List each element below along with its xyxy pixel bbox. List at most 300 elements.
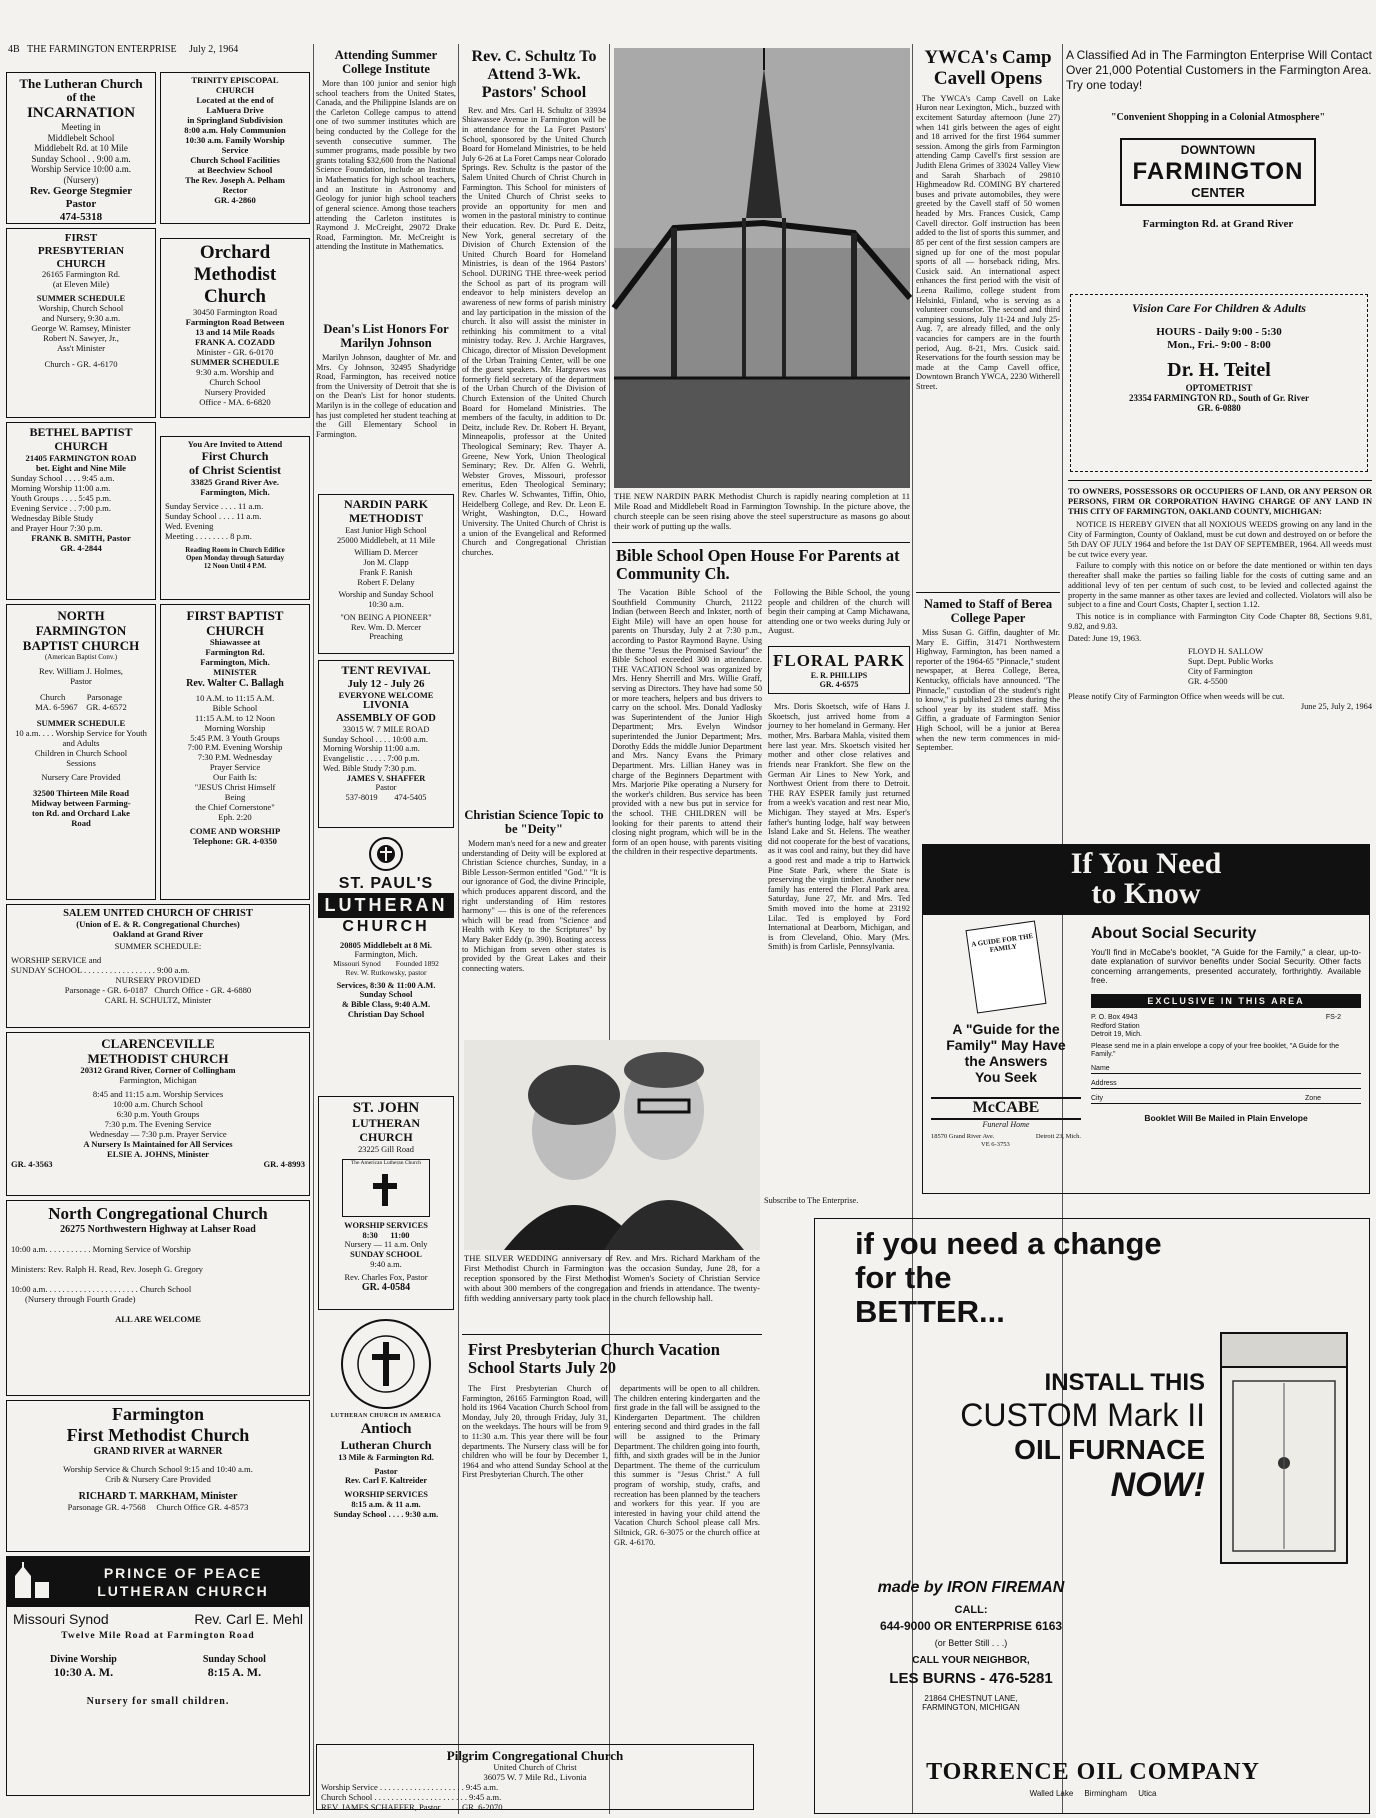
notice-paragraph: This notice is in compliance with Farmington City Code Chapter 88, Sections 9.81, 9.82, and 9.83. [1068, 612, 1372, 631]
phone: GR. 4-2844 [60, 542, 102, 553]
ad-prince-of-peace [6, 1556, 310, 1796]
detail-line: United Church of Christ [493, 1762, 577, 1773]
detail-line: SUNDAY SCHOOL . . . . . . . . . . . . . . . . . 9:00 a.m. [11, 965, 190, 976]
detail-line: SUMMER SCHEDULE [190, 356, 280, 367]
detail-line: Pastor [375, 783, 397, 793]
tagline-line: A "Guide for the [952, 1021, 1060, 1037]
install-line: CUSTOM Mark II [960, 1396, 1205, 1433]
ad-trinity-episcopal [160, 72, 310, 224]
detail-line: Farmington, Mich. [200, 657, 270, 668]
detail-line: 21405 FARMINGTON ROAD [25, 452, 137, 463]
detail-line: Children in Church School [34, 748, 128, 759]
column-title: FLORAL PARK [772, 650, 906, 670]
phone: 537-8019 474-5405 [345, 793, 427, 802]
pastor-name: The Rev. Joseph A. Pelham [185, 174, 285, 185]
signer-name: FLOYD H. SALLOW [1188, 647, 1264, 657]
detail-line: Evangelistic . . . . . 7:00 p.m. [323, 754, 420, 763]
church-name: NARDIN PARK [343, 497, 429, 511]
address: 21864 CHESTNUT LANE, [924, 1693, 1018, 1703]
coupon-line: P. O. Box 4943 [1091, 1014, 1138, 1022]
city: FARMINGTON, MICHIGAN [922, 1702, 1020, 1712]
detail-line: Service [221, 144, 249, 155]
ad-mccabe-funeral [922, 844, 1370, 1194]
detail-line: EVERYONE WELCOME [338, 690, 434, 700]
article-body: The Vacation Bible School of the Southfield Community Church, 21122 Indian (between Beech and Inkster, north of Eight Mile) will have an open house for parents on Thursday, July 2 at 7:30 p.m., according to Pastor Raymond Bayne. Using the theme "Jesus the Promised Saviour" the Bible School exceeded 300 in attendance. THE VACATION School was organized by Mrs. Henry Sherrill and Mrs. Willie Graff, serving as Directors. They have had some 50 or more teachers, helpers and bus drivers to carry on the school. Mrs. Donald Yadlosky was Superintendent of the Junior High Department; Mrs. Evelyn Windsor superintended the Junior Department; Mrs. Dorothy Edds the middle Junior Department and Mrs. Nancy Evans the Primary Department. Mrs. Lillian Haney was in charge of the Beginners Department with Mrs. Marjorie Pike operating a Nursery for the worker's children. Bus service has been provided with a new bus put in service for the school. THE CHILDREN will be looking for their parents to attend their closing night program, which will be in the form of an open house, with parents visiting the children in their respective departments. [612, 587, 762, 857]
detail-line: Farmington Road Between [185, 317, 285, 328]
detail-line: Located at the end of [196, 94, 274, 105]
church-name: PRESBYTERIAN [37, 244, 125, 257]
detail-line: Sunday School . . . . 11 a.m. [165, 510, 262, 521]
detail-line: Evening Service . . 7:00 p.m. [11, 502, 112, 513]
event-title: TENT REVIVAL [341, 663, 431, 677]
article-body: Rev. and Mrs. Carl H. Schultz of 33934 Shiawassee Avenue in Farmington will be in attendance for the La Foret Pastors' School, sponsored by the United Church Board for Homeland Ministries, to be held July 6-26 at La Foret Camps near Colorado Springs. Rev. Schultz is the pastor of the Salem United Church of Christ Church in Farmington. This School for ministers of the United Church of Christ seeks to provide an opportunity for men and women in the pastoral ministry to continue their education. Rev. Dr. Purd E. Deitz, New York, general secretary of the Division of Church Extension of the United Church Board for Homeland Ministries, is dean of the 1964 Pastors' School. DURING THE three-week period the School as part of its program will endeavor to help ministers develop an awareness of new forms of parish ministry and lay participation in the mission of the church. It also will assist the minister in rethinking his commitment to a vital ministry today. Rev. J. Archie Hargraves, Chicago, director of Mission Development of the Urban Training Center, will be one of the guest speakers. Mr. Hargraves was formerly field secretary of the department of the Urban Church of the Division of Church Extension of the United Church Board for Homeland Ministries. The members of the faculty, in addition to Dr. Deitz, include Rev. Dr. Robert H. Bryant, Minneapolis, professor at the United Theological Seminary; Rev. Thayer A. Greene, New York, Union Theological Seminary; Rev. Dr. Alfen G. Wehrli, Webster Groves, Missouri, professor emeritus, Eden Theological Seminary; Rev. Charles W. Schwantes, Tiffin, Ohio, Heidelberg College, and Rev. Dr. Leon E. Wright, Washington, D.C., Howard University. The United Church of Christ is a union of the Evangelical and Reformed Church and Congregational Christian churches. [462, 105, 607, 557]
phone: VE 6-3753 [981, 1140, 1010, 1148]
notice-signature [1188, 647, 1372, 686]
ad-nardin-park [318, 494, 454, 654]
church-name: North Congregational Church [48, 1204, 268, 1223]
detail-line: Morning Worship [204, 722, 266, 733]
detail-line: 6:30 p.m. Youth Groups [116, 1109, 200, 1120]
headline: YWCA's Camp Cavell Opens [924, 47, 1052, 89]
church-name: ASSEMBLY OF GOD [336, 712, 436, 724]
church-name: First Church [201, 448, 269, 463]
detail-line: Prayer Service [209, 762, 261, 773]
notice-date: Dated: June 19, 1963. [1068, 633, 1142, 643]
profession: OPTOMETRIST [1185, 382, 1253, 393]
detail-line: MINISTER [213, 667, 257, 678]
phone: GR. 4-2860 [214, 194, 256, 205]
detail-line: Sunday School . . . . 9:45 a.m. [11, 472, 115, 483]
signer-title: City of Farmington [1188, 666, 1253, 676]
floral-park-continued [764, 1000, 910, 1210]
call-label: CALL: [954, 1603, 988, 1616]
detail-line: 36075 W. 7 Mile Rd., Livonia [483, 1772, 587, 1783]
exclusive-banner: EXCLUSIVE IN THIS AREA [1091, 994, 1361, 1008]
phone: GR. 4-0584 [361, 1282, 411, 1294]
locations: Walled Lake Birmingham Utica [1029, 1789, 1157, 1798]
detail-line: Christian Day School [347, 1009, 425, 1019]
detail-line: Church School [209, 376, 261, 387]
floral-park-column-header [768, 646, 910, 694]
detail-line: Meeting in [61, 122, 101, 133]
nursery-note: Nursery for small children. [86, 1695, 230, 1707]
detail-line: Nursery — 11 a.m. Only [344, 1240, 428, 1250]
columnist: E. R. PHILLIPS [810, 670, 868, 680]
headline: Dean's List Honors For Marilyn Johnson [323, 322, 449, 350]
church-name: CHURCH [56, 257, 106, 270]
detail-line: 10 a.m. . . . Worship Service for Youth and Adults [15, 728, 147, 749]
pastor-name: CARL H. SCHULTZ, Minister [104, 994, 212, 1005]
detail-line: 20312 Grand River, Corner of Collingham [80, 1065, 236, 1076]
detail-line: SUMMER SCHEDULE [36, 293, 126, 304]
detail-line: the Chief Cornerstone" [195, 802, 275, 813]
church-name: CHURCH [359, 1130, 413, 1145]
article-deans-list [316, 322, 456, 522]
phone: Office - MA. 6-6820 [199, 396, 271, 407]
article-ywca [916, 48, 1060, 588]
pastor-name: Rev. Carl F. Kaltreider [344, 1476, 428, 1486]
article-schultz [462, 48, 606, 814]
ad-farmington-first-methodist [6, 1400, 310, 1552]
detail-line: 13 and 14 Mile Roads [195, 327, 275, 338]
pastor-name: Rev. W. Rutkowsky, pastor [345, 967, 427, 977]
field-label: Name [1091, 1064, 1110, 1072]
seal-text: The American Lutheran Church [350, 1159, 422, 1166]
detail-line: (at Eleven Mile) [52, 279, 110, 290]
doctor-name: Dr. H. Teitel [1167, 359, 1271, 382]
headline: Attending Summer College Institute [334, 48, 438, 76]
church-name: FIRST BAPTIST [186, 608, 284, 623]
ad-first-presbyterian [6, 228, 156, 418]
detail-line: (or Better Still . . .) [934, 1638, 1008, 1649]
church-name: CHURCH [54, 438, 108, 453]
detail-line: SUMMER SCHEDULE [36, 718, 126, 729]
church-name: BETHEL BAPTIST [29, 425, 133, 439]
detail-line: Worship Service & Church School 9:15 and 10:40 a.m. [63, 1464, 253, 1475]
page-number: 4B [8, 44, 20, 55]
pastor-name: Rev. Charles Fox, Pastor [344, 1272, 428, 1282]
company-name: TORRENCE OIL COMPANY [926, 1759, 1260, 1785]
dealer-name: LES BURNS - 476-5281 [889, 1670, 1053, 1688]
coupon [1091, 1014, 1361, 1104]
church-name: LIVONIA [363, 700, 409, 712]
church-name: The Lutheran Church [19, 76, 143, 91]
pastor-name: Ministers: Rev. Ralph H. Read, Rev. Joseph G. Gregory [11, 1264, 203, 1275]
detail-line: 7:30 p.m. The Evening Service [104, 1119, 212, 1129]
install-line: NOW! [1110, 1466, 1205, 1505]
headline: Named to Staff of Berea College Paper [923, 597, 1053, 625]
detail-line: Middlebelt Rd. at 10 Mile [34, 143, 128, 154]
detail-line: Farmington, Mich. [354, 950, 418, 960]
banner-line: If You Need [1070, 847, 1222, 880]
detail-line: 8:45 and 11:15 a.m. Worship Services [92, 1089, 224, 1100]
ad-body: You'll find in McCabe's booklet, "A Guide for the Family," a clear, up-to-date explanation of survivor benefits under Social Security. Other facts concerning arrangements, presented accurately, forthrightly. Available free. [1091, 946, 1361, 986]
photo-nardin-church-construction [614, 48, 910, 488]
detail-line: CALL YOUR NEIGHBOR, [912, 1654, 1030, 1666]
church-name: SALEM UNITED CHURCH OF CHRIST [63, 908, 253, 919]
ad-christian-science [160, 436, 310, 600]
detail-line: 10 A.M. to 11:15 A.M. [195, 692, 275, 703]
detail-line: Our Faith Is: [213, 772, 257, 783]
pastor-name: Rev. William J. Holmes, [39, 666, 123, 677]
detail-line: Farmington, Michigan [119, 1075, 197, 1086]
church-name: FARMINGTON [35, 623, 127, 639]
phone: 644-9000 OR ENTERPRISE 6163 [879, 1619, 1063, 1634]
pastor-name: FRANK B. SMITH, Pastor [31, 532, 131, 543]
article-body: Mrs. Doris Skoetsch, wife of Hans J. Skoetsch, just arrived home from a journey to her homeland in Germany. Her mother, Mrs. Barbara Mahla, visited them here last year. Mrs. Skoetsch visited her mother and other close relatives and friends near Frankfort. She flew on the German Air Lines to New York, and Northwest Orient from there to Detroit. THE RAY ESPER family just returned from a week's vacation and rest near Mio, Michigan. They stayed at Mrs. Esper's father's hunting lodge, half way between Island Lake and St. Helens. The weather did not cooperate for the best of vacations, as it was cool and rainy, but they did have a good rest and made a trip to Hartwick Pine State Park, where the State is preserving the virgin timber. Another new family has entered the Floral Park area. Saturday, June 27, Mr. and Mrs. Ted Smith moved into the home at 23192 Lilac. Ted is employed by Ford International at Dearborn, Michigan, and is from Cleveland, Ohio. Mary (Mrs. Smith) is from Carlisle, Pennsylvania. [768, 702, 910, 952]
detail-line: Church School . . . . . . . . . . . . . . . . . . . . . . 9:45 a.m. [321, 1791, 502, 1802]
furnace-icon [1211, 1323, 1357, 1573]
prince-of-peace-banner [7, 1557, 309, 1607]
field-label: Address [1091, 1080, 1117, 1088]
pastor-name: FRANK A. COZADD [195, 337, 275, 347]
phone: GR. 6-0880 [1197, 403, 1241, 414]
detail-line: Wed. Bible Study 7:30 p.m. [323, 763, 417, 773]
detail-line: 7:00 P.M. Evening Worship [187, 742, 283, 753]
headline: Christian Science Topic to be "Deity" [464, 808, 604, 836]
detail-line: COME AND WORSHIP [189, 826, 281, 837]
field-label: Zone [1305, 1095, 1321, 1103]
article-body: Marilyn Johnson, daughter of Mr. and Mrs. Cy Johnson, 32495 Shadyridge Road, Farmington, has received notice from the University of Detroit that she is on the Dean's List for honor students. Marilyn is in the college of education and has just completed her student teaching at the Gill Elementary School in Farmington. [316, 353, 456, 439]
detail-line: Church Parsonage [39, 692, 123, 703]
detail-line: 8:30 11:00 [362, 1230, 410, 1240]
church-name: INCARNATION [26, 104, 136, 121]
city-zone-field[interactable] [1091, 1095, 1361, 1104]
detail-line: 10:00 a.m. . . . . . . . . . . . . . . . . . . . . . Church School [11, 1284, 192, 1295]
notice-paragraph: Failure to comply with this notice on or before the date mentioned or within ten days thereafter shall make the parties so failing liable for the costs of cutting same and an additional levy of ten per centum of such cost, to be levied and collected against the property in the same manner as other taxes are levied and collected. Violators will also be subject to a fine and Court Costs, Chapter I, section 1.12. [1068, 561, 1372, 610]
church-name: FIRST [64, 232, 98, 244]
detail-line: Open Monday through Saturday [185, 553, 285, 562]
caption-silver-wedding: THE SILVER WEDDING anniversary of Rev. and Mrs. Richard Markham of the First Methodist Church in Farmington was the occasion Sunday, June 28, for a reception sponsored by the First Methodist Women's Society of Christian Service with about 300 members of the congregation and friends in attendance. The twenty-fifth wedding anniversary party took place in the church fellowship hall. [464, 1253, 760, 1303]
church-name: NORTH [57, 608, 105, 623]
ad-salem-united [6, 904, 310, 1028]
detail-line: Morning Worship 11:00 a.m. [323, 744, 420, 754]
detail-line: Sunday School . . 9:00 a.m. [31, 153, 131, 164]
pastor-name: Rev. Carl E. Mehl [194, 1611, 303, 1627]
detail-line: Sunday School [359, 990, 413, 1000]
article-body: More than 100 junior and senior high school teachers from the United States, Canada, and the Philippine Islands are on the Carleton College campus to attend one of two summer institutes which are being conducted by the College for the seventh consecutive summer. The summer programs, made possible by two grants totaling $32,600 from the National Science Foundation, include an Institute in Mathematics for high school teachers, and an Institute in Astronomy and Geology for junior high school teachers of general science. Among those teachers attending the Carleton institutes is Raymond J. McCreight, 29072 Drake Road, Farmington. Mr. McCreight is attending the Institute in Mathematics. [316, 79, 456, 252]
church-icon [7, 1562, 57, 1602]
detail-line: Meeting . . . . . . . . 8 p.m. [165, 530, 252, 541]
detail-line: WORSHIP SERVICES [344, 1220, 428, 1230]
tagline-line: the Answers [964, 1053, 1048, 1070]
banner-line: to Know [1091, 877, 1201, 910]
ad-downtown-farmington [1068, 112, 1368, 278]
hours: Mon., Fri.- 9:00 - 8:00 [1167, 338, 1271, 351]
detail-line: Road [71, 817, 91, 828]
pastor-name: Robert N. Sawyer, Jr., [43, 333, 119, 344]
detail-line: bet. Eight and Nine Mile [36, 462, 126, 473]
detail-line: 33825 Grand River Ave. [190, 476, 279, 487]
article-body: The First Presbyterian Church of Farmington, 26165 Farmington Road, will hold its 1964 Vacation Church School from Monday, July 20, through Friday, July 31, on the weekdays. The hours will be from 9 to 11:30 a.m. This year there will be four departments. The Nursery class will be for children who will be four by December 1, 1964 and who attend Sunday School at the First Presbyterian Church. The other [462, 1383, 608, 1480]
address: 18570 Grand River Ave. [931, 1133, 995, 1141]
detail-line: 33015 W. 7 MILE ROAD [342, 724, 430, 734]
paper-name: THE FARMINGTON ENTERPRISE [27, 44, 177, 55]
detail-line: Eph. 2:20 [218, 812, 252, 823]
church-name: TRINITY EPISCOPAL [191, 75, 279, 85]
pastor-name: Robert F. Delany [357, 577, 415, 587]
notice-heading: TO OWNERS, POSSESSORS OR OCCUPIERS OF LAND, OR ANY PERSON OR PERSONS, FIRM OR CORPORATION HAVING CHARGE OF ANY LAND IN THIS CITY OF FARMINGTON, OAKLAND COUNTY, MICHIGAN: [1068, 487, 1372, 516]
detail-line: 8:00 a.m. Holy Communion [184, 124, 286, 135]
torrence-headline [855, 1227, 1369, 1329]
detail-line: Middlebelt School [47, 132, 115, 143]
tagline-line: Family" May Have [946, 1037, 1066, 1054]
detail-line: 30450 Farmington Road [192, 307, 278, 318]
detail-line: ton Rd. and Orchard Lake [32, 807, 130, 818]
mccabe-tagline [931, 1021, 1081, 1085]
church-name: Antioch [360, 1421, 412, 1438]
detail-line: in Springland Subdivision [187, 114, 283, 125]
ad-lutheran-incarnation [6, 72, 156, 224]
church-name: LUTHERAN [351, 1116, 420, 1131]
install-copy [945, 1369, 1205, 1506]
city: Detroit 23, Mich. [1035, 1133, 1081, 1141]
article-body: The YWCA's Camp Cavell on Lake Huron near Lexington, Mich., buzzed with excitement Saturday afternoon (June 27) when 141 girls between the ages of eight and 18 arrived for the first 1964 summer session. Among the girls from Farmington attending Camp Cavell's first session are Judith Elena Grimes of 33024 Valley View and Sarah Sharbach of 29810 Highmeadow Rd. COMING BY chartered buses and private automobiles, they were greeted by the Cavell staff of 50 women headed by Mrs. Frances Cusick, Camp Cavell director. Golf instruction has been added to the list of sports this summer, and 85 per cent of the first session campers are signed up for one of the most popular sports of all — horseback riding, Mrs. Cusick said. An international aspect enhances the first period with the visit of Leena Railimo, college student from Helsinki, Finland, who is serving as a volunteer counselor. The second and third camping sessions, July 11-24 and July 25-Aug. 7, are already filled, and the only vacancies for campers are in the fourth period, Aug. 8-21, Mrs. Cusick said. Reservations for the fourth session may be made at the Camp Cavell office, Downtown Branch YWCA, 2230 Witherell Street. [916, 93, 1060, 392]
detail-line: Missouri Synod Founded 1892 [333, 959, 439, 969]
coupon-line: Detroit 19, Mich. [1091, 1030, 1142, 1038]
detail-line: 9:40 a.m. [370, 1259, 402, 1269]
detail-line: Shiawassee at [209, 637, 261, 648]
detail-line: 10:30 a.m. [368, 600, 404, 610]
install-line: OIL FURNACE [1014, 1433, 1205, 1465]
article-body: departments will be open to all children. The children entering kindergarten and the first grade in the fall will be assigned to the Kindergarten Department. The children entering second and third grades in the fall will be assigned to the Primary Department. The children going into fourth, fifth, and sixth grades will be in the Junior Department. The theme of the curriculum this summer is "Jesus Christ." A full program of worship, study, crafts, and recreation has been planned by the teachers and workers for this year. If you are interested in having your child attend the Vacation Church School please call Mrs. Siltnick, GR. 6-3075 or the church office at GR. 4-6170. [614, 1383, 760, 1547]
detail-line: and Prayer Hour 7:30 p.m. [11, 522, 103, 533]
article-body: Modern man's need for a new and greater understanding of Deity will be explored at Christian Science churches, Sunday, in a Bible Lesson-Sermon entitled "God." "It is our ignorance of God, the divine Principle, which produces apparent discord, and the right understanding of Him restores harmony" — this is one of the references which will be read from "Science and Health with Key to the Scriptures" by Mary Baker Eddy (p. 390). Boating access to Michigan from seven other states is provided by the Great Lakes and their connecting waters. [462, 839, 606, 973]
detail-line: (Union of E. & R. Congregational Churches) [76, 919, 240, 930]
mccabe-banner [923, 845, 1369, 915]
pastor-name: Rev. George Stegmier [29, 185, 133, 197]
couple-photo [464, 1040, 760, 1250]
headline-line: if you need a change [855, 1226, 1162, 1261]
detail-line: 11:15 A.M. to 12 Noon [195, 712, 275, 723]
worship-time: 10:30 A. M. [53, 1664, 114, 1679]
masthead [8, 44, 313, 58]
detail-line: at Beechview School [197, 164, 273, 175]
caption-nardin-photo: THE NEW NARDIN PARK Methodist Church is rapidly nearing completion at 11 Mile Road and Middlebelt Road in Farmington Township. In the picture above, the church steeple can be seen rising above the steel superstructure as masons go about their work of putting up the walls. [614, 491, 910, 531]
detail-line: Ass't Minister [56, 343, 106, 354]
detail-line: Pastor [70, 676, 92, 687]
subscribe-note: Subscribe to The Enterprise. [764, 1196, 859, 1205]
phone: 474-5318 [59, 210, 103, 223]
pastor-name: RICHARD T. MARKHAM, Minister [78, 1491, 238, 1503]
headline-line: for the [855, 1260, 952, 1296]
detail-line: 12 Noon Until 4 P.M. [203, 561, 267, 570]
ad-heading: About Social Security [1091, 925, 1257, 942]
detail-line: WORSHIP SERVICE and [11, 955, 102, 966]
detail-line: 10:00 a.m. Church School [113, 1099, 203, 1110]
detail-line: Worship and Sunday School [338, 590, 434, 600]
detail-line: Worship, Church School [38, 303, 124, 314]
detail-line: Wednesday Bible Study [11, 512, 94, 523]
name-field[interactable] [1091, 1065, 1361, 1074]
detail-line: 26275 Northwestern Highway at Lahser Road [60, 1223, 256, 1235]
detail-line: 20805 Middlebelt at 8 Mi. [340, 940, 432, 950]
ad-tent-revival [318, 660, 454, 828]
church-name: Pilgrim Congregational Church [446, 1748, 624, 1763]
detail-line: 5:45 P.M. 3 Youth Groups [190, 732, 280, 743]
coupon-note: Please send me in a plain envelope a copy of your free booklet, "A Guide for the Family." [1091, 1042, 1340, 1058]
luther-rose-icon [368, 836, 404, 872]
detail-line: Bible School [212, 702, 258, 713]
detail-line: NURSERY PROVIDED [115, 975, 201, 986]
church-name: LUTHERAN [318, 893, 454, 918]
publication-dates: June 25, July 2, 1964 [1300, 702, 1372, 711]
detail-line: 8:15 a.m. & 11 a.m. [351, 1499, 421, 1509]
ad-north-congregational [6, 1200, 310, 1396]
detail-line: Wed. Evening [165, 520, 214, 531]
detail-line: Rector [222, 184, 248, 195]
church-name: of Christ Scientist [189, 462, 281, 477]
phone: Telephone: GR. 4-0350 [193, 836, 277, 847]
detail-line: Pastor [374, 1466, 398, 1476]
detail-line: 32500 Thirteen Mile Road [32, 788, 130, 799]
detail-line: Church School Facilities [190, 154, 280, 165]
detail-line: (American Baptist Conv.) [44, 653, 118, 662]
detail-line: 9:30 a.m. Worship and [196, 366, 274, 377]
coupon-code: FS-2 [1325, 1014, 1341, 1022]
column-rule [458, 44, 459, 1814]
sermon-title: "ON BEING A PIONEER" [340, 612, 432, 622]
ad-teitel-optometrist [1070, 294, 1368, 472]
headline-line: BETTER... [855, 1294, 1005, 1330]
ad-antioch-lutheran [318, 1318, 454, 1519]
address: 23354 FARMINGTON RD., South of Gr. River [1128, 393, 1310, 404]
detail-line: 13 Mile & Farmington Rd. [338, 1452, 434, 1462]
detail-line: Rev. Wm. D. Mercer [350, 622, 421, 632]
address-field[interactable] [1091, 1080, 1361, 1089]
detail-line: SUNDAY SCHOOL [350, 1250, 422, 1260]
detail-line: LaMuera Drive [206, 104, 264, 115]
pastor-name: William D. Mercer [354, 548, 418, 558]
install-line: INSTALL THIS [1044, 1369, 1205, 1396]
detail-line: 26165 Farmington Rd. [41, 269, 121, 280]
phone: GR. 4-6575 [819, 679, 859, 689]
brand-name: McCABE [931, 1097, 1081, 1120]
church-name: BAPTIST CHURCH [22, 638, 140, 654]
detail-line: Worship Service . . . . . . . . . . . . . . . . . . . . 9:45 a.m. [321, 1782, 499, 1793]
detail-line: Sunday School . . . . 9:30 a.m. [333, 1509, 439, 1519]
detail-line: ALL ARE WELCOME [115, 1314, 201, 1325]
phone: Parsonage - GR. 6-0187 Church Office - GR. 4-6880 [64, 984, 252, 995]
coupon-footer: Booklet Will Be Mailed in Plain Envelope [1144, 1113, 1308, 1124]
detail-line: A Nursery Is Maintained for All Services [83, 1138, 233, 1149]
event-dates: July 12 - July 26 [347, 677, 425, 690]
church-name: Farmington [112, 1404, 204, 1424]
church-name: Lutheran Church [340, 1437, 432, 1452]
ad-clarenceville-methodist [6, 1032, 310, 1196]
location: Farmington Rd. at Grand River [1142, 218, 1294, 231]
pastor-name: Rev. Walter C. Ballagh [186, 678, 284, 690]
detail-line: 7:30 P.M. Wednesday [197, 752, 273, 763]
detail-line: Pastor [65, 197, 97, 210]
detail-line: SUMMER SCHEDULE: [114, 941, 202, 952]
detail-line: Wednesday — 7:30 p.m. Prayer Service [89, 1128, 227, 1139]
detail-line: East Junior High School [345, 525, 427, 535]
detail-line: "JESUS Christ Himself [194, 782, 276, 793]
church-name: CHURCH [215, 84, 255, 95]
address: Twelve Mile Road at Farmington Road [61, 1631, 255, 1642]
article-body: Following the Bible School, the young people and children of the church will begin their camping at Camp Michawana, attending one or two weeks during July or August. [768, 587, 910, 636]
pastor-name: REV. JAMES SCHAEFER, Pastor GR. 6-2070 [321, 1801, 503, 1812]
detail-line: Nursery Provided [204, 386, 266, 397]
detail-line: Sunday School . . . . 10:00 a.m. [323, 734, 428, 744]
manufacturer: made by IRON FIREMAN [877, 1579, 1065, 1596]
detail-line: GRAND RIVER at WARNER [93, 1445, 223, 1457]
notice-footer: Please notify City of Farmington Office when weeds will be cut. [1068, 692, 1285, 702]
ad-torrence-oil [814, 1218, 1370, 1814]
church-name: Church [204, 286, 266, 308]
detail-line: Morning Worship 11:00 a.m. [11, 482, 111, 493]
church-name: CLARENCEVILLE [101, 1036, 215, 1051]
church-name: PRINCE OF PEACE [103, 1564, 263, 1581]
article-berea [916, 592, 1060, 833]
detail-line: and Nursery, 9:30 a.m. [41, 313, 121, 324]
ad-classified: A Classified Ad in The Farmington Enterprise Will Contact Over 21,000 Potential Customers in the Farmington Area. Try one today! [1066, 48, 1372, 92]
lca-seal-icon [340, 1318, 432, 1410]
detail-line: Oakland at Grand River [112, 929, 204, 940]
church-name: CHURCH [206, 623, 264, 639]
ad-pilgrim-congregational [316, 1744, 754, 1810]
phone: GR. 4-5500 [1188, 676, 1228, 686]
service-times [7, 1654, 309, 1680]
logo-line: CENTER [1191, 185, 1245, 201]
cross-icon [365, 1170, 405, 1210]
detail-line: WORSHIP SERVICES [344, 1490, 428, 1500]
detail-line: Crib & Nursery Care Provided [105, 1474, 211, 1485]
article-presbyterian-vbs [462, 1334, 762, 1745]
ad-north-farmington-baptist [6, 604, 156, 900]
detail-line: Youth Groups . . . . 5:45 p.m. [11, 492, 112, 503]
